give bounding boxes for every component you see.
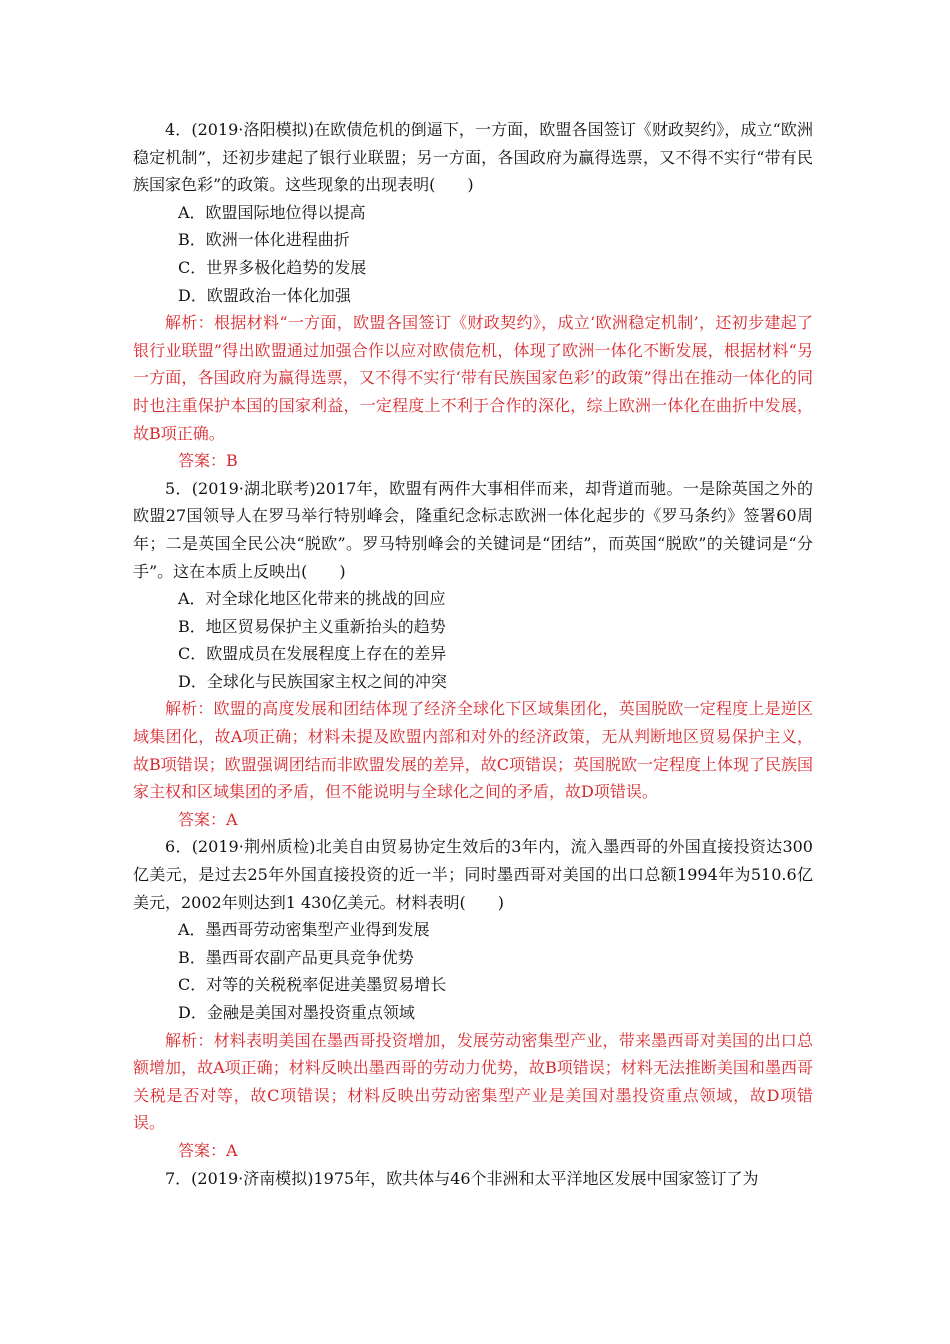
answer — [133, 806, 813, 834]
option-d: D．全球化与民族国家主权之间的冲突 — [178, 671, 447, 691]
question-stem: 4．(2019·洛阳模拟)在欧债危机的倒逼下，一方面，欧盟各国签订《财政契约》，成立“欧洲稳定机制”，还初步建起了银行业联盟；另一方面，各国政府为赢得选票，又不得不实行“带有民族国家色彩”的政策。这些现象的出现表明( ) — [133, 120, 813, 195]
question-6 — [133, 833, 813, 1164]
option-a: A．欧盟国际地位得以提高 — [178, 202, 366, 222]
option-b: B．墨西哥农副产品更具竞争优势 — [178, 947, 414, 967]
option-d: D．金融是美国对墨投资重点领域 — [178, 1003, 415, 1022]
answer-value: B — [226, 451, 238, 471]
option-c: C．对等的关税税率促进美墨贸易增长 — [178, 975, 447, 995]
question-5 — [133, 475, 813, 834]
question-4 — [133, 116, 813, 475]
option-d: D．欧盟政治一体化加强 — [178, 285, 351, 305]
analysis-label: 解析： — [165, 1030, 214, 1050]
option-c: C．欧盟成员在发展程度上存在的差异 — [178, 644, 447, 664]
question-stem: 5．(2019·湖北联考)2017年，欧盟有两件大事相伴而来，却背道而驰。一是除英国之外的欧盟27国领导人在罗马举行特别峰会，隆重纪念标志欧洲一体化起步的《罗马条约》签署60周年；二是英国全民公决“脱欧”。罗马特别峰会的关键词是“团结”，而英国“脱欧”的关键词是“分手”。这在本质上反映出( ) — [133, 478, 813, 581]
question-7 — [133, 1165, 813, 1193]
document-page — [133, 116, 813, 1192]
answer-label: 答案： — [178, 809, 227, 829]
option-a: A．对全球化地区化带来的挑战的回应 — [178, 589, 446, 609]
analysis-text: 欧盟的高度发展和团结体现了经济全球化下区域集团化，英国脱欧一定程度上是逆区域集团化，故A项正确；材料未提及欧盟内部和对外的经济政策，无从判断地区贸易保护主义，故B项错误；欧盟强调团结而非欧盟发展的差异，故C项错误；英国脱欧一定程度上体现了民族国家主权和区域集团的矛盾，但不能说明与全球化之间的矛盾，故D项错误。 — [133, 699, 814, 802]
answer-label: 答案： — [178, 451, 227, 471]
analysis-text: 根据材料“一方面，欧盟各国签订《财政契约》，成立‘欧洲稳定机制’，还初步建起了银行业联盟”得出欧盟通过加强合作以应对欧债危机，体现了欧洲一体化不断发展，根据材料“另一方面，各国政府为赢得选票，又不得不实行‘带有民族国家色彩’的政策”得出在推动一体化的同时也注重保护本国的国家利益，一定程度上不利于合作的深化，综上欧洲一体化在曲折中发展，故B项正确。 — [133, 313, 813, 443]
analysis — [133, 1027, 813, 1137]
analysis-label: 解析： — [165, 699, 214, 719]
answer-value: A — [226, 1140, 238, 1160]
analysis — [133, 309, 813, 447]
option-b: B．欧洲一体化进程曲折 — [178, 230, 350, 250]
analysis — [133, 695, 813, 805]
option-b: B．地区贸易保护主义重新抬头的趋势 — [178, 616, 446, 636]
answer-value: A — [226, 809, 238, 829]
question-stem: 6．(2019·荆州质检)北美自由贸易协定生效后的3年内，流入墨西哥的外国直接投资达300亿美元，是过去25年外国直接投资的近一半；同时墨西哥对美国的出口总额1994年为510.6亿美元，2002年则达到1 430亿美元。材料表明( ) — [133, 837, 813, 912]
answer — [133, 447, 813, 475]
question-stem: 7．(2019·济南模拟)1975年，欧共体与46个非洲和太平洋地区发展中国家签订了为 — [165, 1168, 759, 1188]
option-c: C．世界多极化趋势的发展 — [178, 257, 367, 277]
answer — [133, 1137, 813, 1165]
analysis-label: 解析： — [165, 313, 214, 333]
answer-label: 答案： — [178, 1140, 227, 1160]
option-a: A．墨西哥劳动密集型产业得到发展 — [178, 920, 430, 940]
analysis-text: 材料表明美国在墨西哥投资增加，发展劳动密集型产业，带来墨西哥对美国的出口总额增加，故A项正确；材料反映出墨西哥的劳动力优势，故B项错误；材料无法推断美国和墨西哥关税是否对等，故C项错误；材料反映出劳动密集型产业是美国对墨投资重点领域，故D项错误。 — [133, 1030, 813, 1133]
